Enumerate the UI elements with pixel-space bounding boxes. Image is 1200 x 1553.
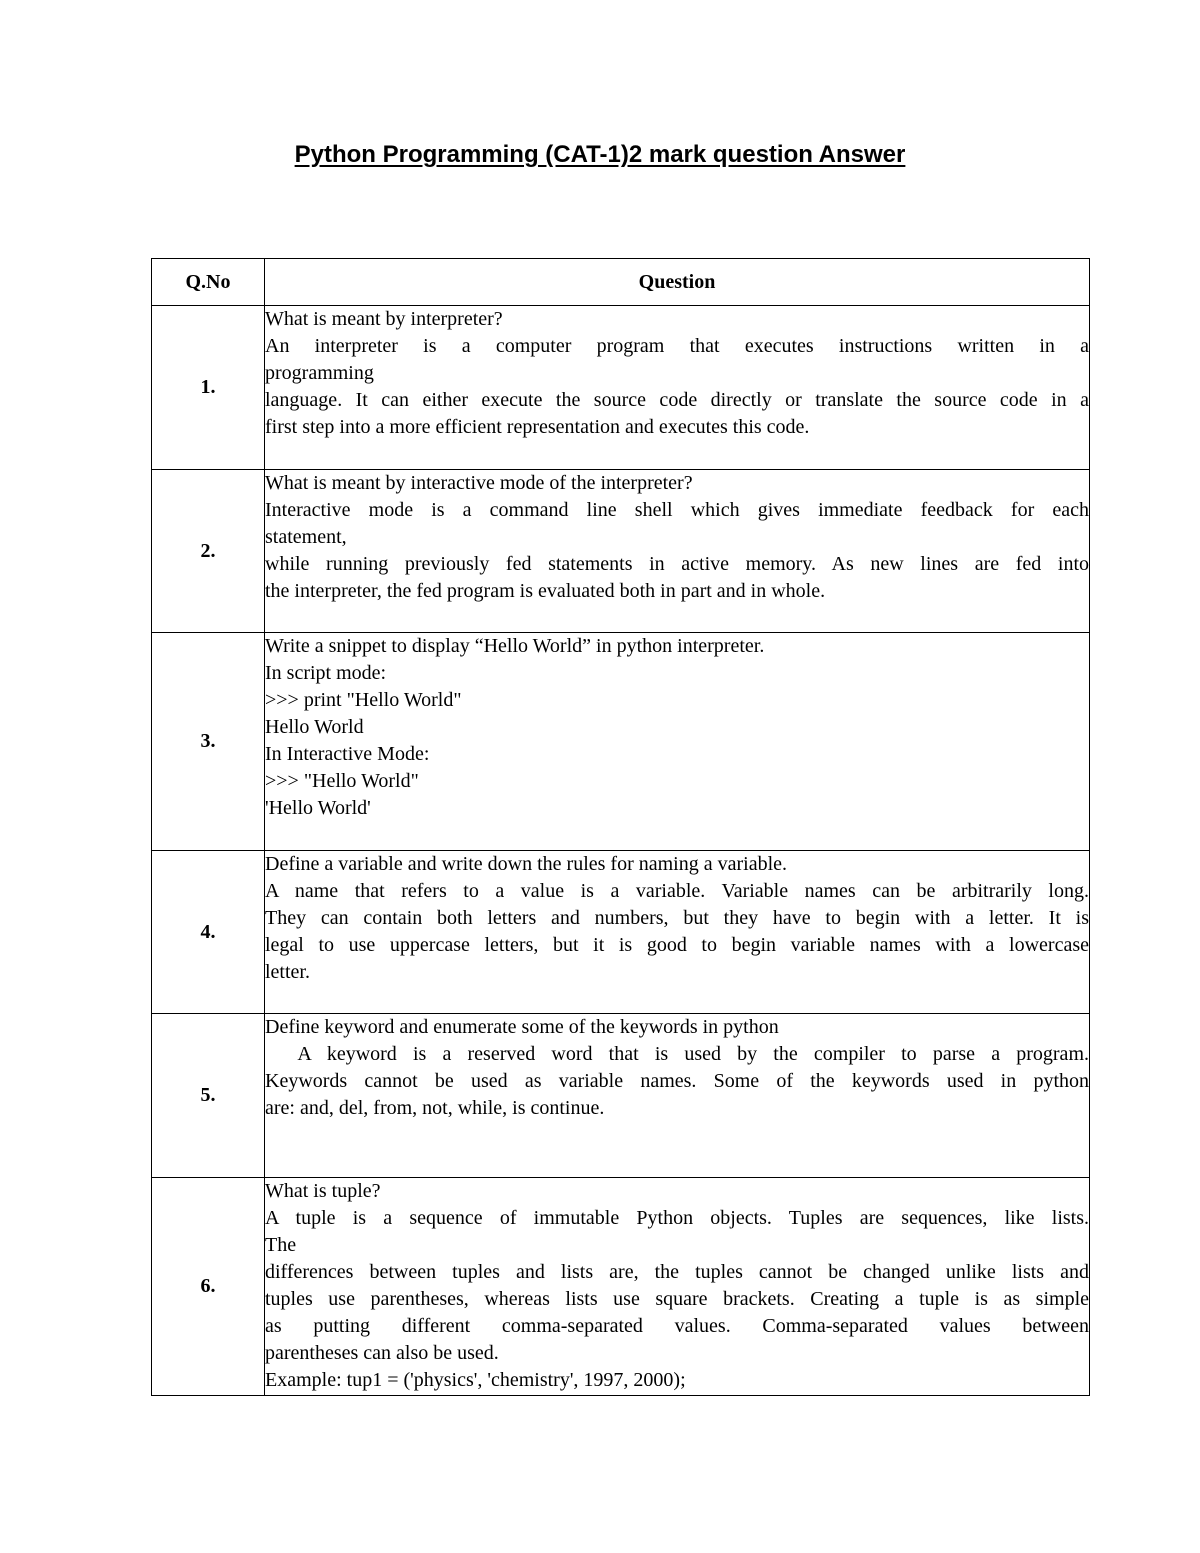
answer-line: statement, <box>265 526 347 548</box>
answer-line: A tuple is a sequence of immutable Python objects. Tuples are sequences, like lists. <box>265 1207 1089 1229</box>
table-row <box>152 851 1090 1014</box>
answer-line: >>> print "Hello World" <box>265 689 462 711</box>
answer-line: Keywords cannot be used as variable names. Some of the keywords used in python <box>265 1070 1089 1092</box>
answer-line: letter. <box>265 961 310 983</box>
answer-line: A keyword is a reserved word that is used by the compiler to parse a program. <box>265 1043 1089 1065</box>
question-text: What is meant by interactive mode of the interpreter? <box>265 472 693 494</box>
answer-line: >>> "Hello World" <box>265 770 419 792</box>
table-row <box>152 633 1090 851</box>
question-number: 6. <box>152 1178 265 1396</box>
answer-line: The <box>265 1234 297 1256</box>
answer-line: Hello World <box>265 716 364 738</box>
question-number: 5. <box>152 1014 265 1178</box>
answer-line: 'Hello World' <box>265 797 371 819</box>
answer-line: while running previously fed statements in active memory. As new lines are fed into <box>265 553 1089 575</box>
table-row <box>152 1014 1090 1178</box>
answer-line: programming <box>265 362 374 384</box>
question-number: 2. <box>152 470 265 633</box>
answer-line: Interactive mode is a command line shell which gives immediate feedback for each <box>265 499 1089 521</box>
question-answer-cell <box>265 306 1090 470</box>
header-qno: Q.No <box>152 259 265 306</box>
question-answer-cell <box>265 1014 1090 1178</box>
page-title: Python Programming (CAT-1)2 mark question Answer <box>294 141 906 168</box>
table-row <box>152 470 1090 633</box>
question-text: What is tuple? <box>265 1180 381 1202</box>
answer-line: tuples use parentheses, whereas lists use square brackets. Creating a tuple is as simple <box>265 1288 1089 1310</box>
header-question: Question <box>265 259 1090 306</box>
answer-line: Example: tup1 = ('physics', 'chemistry', 1997, 2000); <box>265 1369 686 1391</box>
answer-line: the interpreter, the fed program is evaluated both in part and in whole. <box>265 580 826 602</box>
question-answer-cell <box>265 1178 1090 1396</box>
question-number: 1. <box>152 306 265 470</box>
answer-line: They can contain both letters and numbers, but they have to begin with a letter. It is <box>265 907 1089 929</box>
table-row <box>152 1178 1090 1396</box>
question-text: Write a snippet to display “Hello World” in python interpreter. <box>265 635 765 657</box>
question-answer-cell <box>265 470 1090 633</box>
question-number: 4. <box>152 851 265 1014</box>
question-answer-cell <box>265 851 1090 1014</box>
question-text: Define a variable and write down the rules for naming a variable. <box>265 853 788 875</box>
question-text: Define keyword and enumerate some of the keywords in python <box>265 1016 779 1038</box>
answer-line: language. It can either execute the source code directly or translate the source code in a <box>265 389 1089 411</box>
question-text: What is meant by interpreter? <box>265 308 503 330</box>
question-answer-cell <box>265 633 1090 851</box>
answer-line: as putting different comma-separated values. Comma-separated values between <box>265 1315 1089 1337</box>
answer-line: parentheses can also be used. <box>265 1342 499 1364</box>
qa-table <box>151 258 1090 1396</box>
answer-line: differences between tuples and lists are, the tuples cannot be changed unlike lists and <box>265 1261 1089 1283</box>
answer-line: In script mode: <box>265 662 387 684</box>
question-number: 3. <box>152 633 265 851</box>
table-header-row <box>152 259 1090 306</box>
answer-line: first step into a more efficient representation and executes this code. <box>265 416 810 438</box>
answer-line: An interpreter is a computer program that executes instructions written in a <box>265 335 1089 357</box>
answer-line: In Interactive Mode: <box>265 743 430 765</box>
answer-line: are: and, del, from, not, while, is continue. <box>265 1097 605 1119</box>
answer-line: A name that refers to a value is a variable. Variable names can be arbitrarily long. <box>265 880 1089 902</box>
table-row <box>152 306 1090 470</box>
answer-line: legal to use uppercase letters, but it is good to begin variable names with a lowercase <box>265 934 1089 956</box>
